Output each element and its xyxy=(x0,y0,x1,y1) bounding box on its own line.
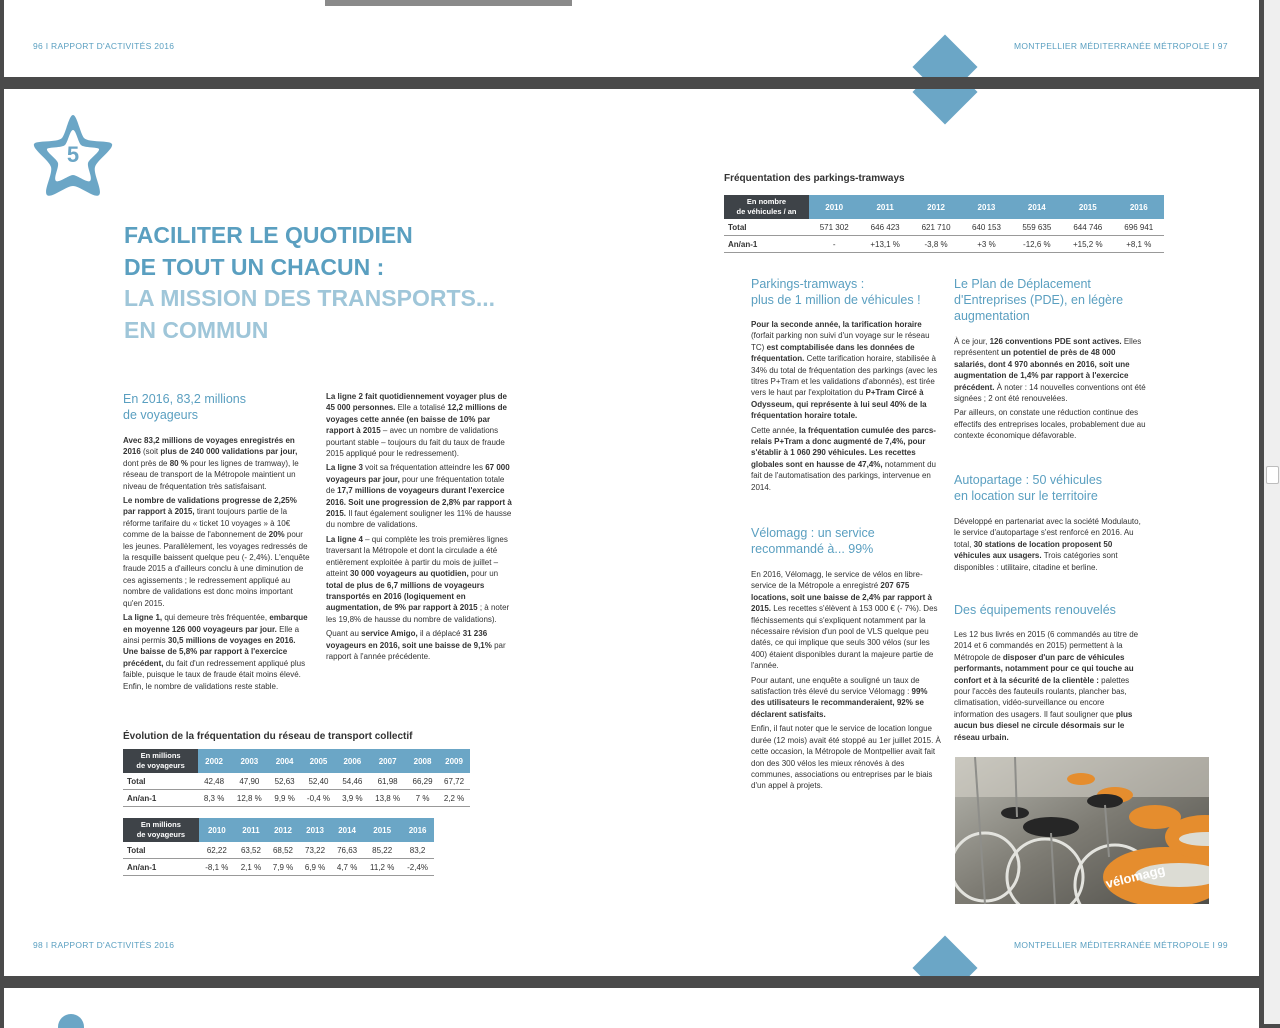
vertical-scrollbar[interactable] xyxy=(1264,0,1280,1024)
bikes-illustration xyxy=(955,757,1209,904)
section-heading-parkings: Parkings-tramways : plus de 1 million de véhicules ! xyxy=(751,277,921,307)
page-title-line4: EN COMMUN xyxy=(124,317,269,343)
table-corner: En nombre de véhicules / an xyxy=(724,195,809,219)
previous-page-right-footer: MONTPELLIER MÉDITERRANÉE MÉTROPOLE I 97 xyxy=(1014,41,1228,51)
body-text-autopartage: Développé en partenariat avec la société Modulauto, le service d'autopartage s'est renforcé en 2016. Au total, 30 stations de location proposent 50 véhicules aux usagers. Trois catégories sont disponibles : utilitaire, citadine et berline. xyxy=(954,517,1141,572)
body-text-pde: À ce jour, 126 conventions PDE sont actives. Elles représentent un potentiel de près de 48 000 salariés, dont 4 970 abonnés en 2016, soit une augmentation de 1,4% par rapport à l'exercice précédent. À noter : 14 nouvelles conventions ont été signées ; 2 ont été renouvelées. Par ailleurs, on constate une réduction continue des effectifs des entreprises locales, probablement due au contexte économique défavorable. xyxy=(954,337,1146,441)
page-footer-left: 98 I RAPPORT D'ACTIVITÉS 2016 xyxy=(33,940,175,950)
previous-page-image xyxy=(325,0,572,6)
body-text-column-1: Avec 83,2 millions de voyages enregistrés en 2016 (soit plus de 240 000 validations par jour, dont près de 80 % pour les lignes de tramway), le réseau de transport de la Métropole maintient un niveau de fréquentation très satisfaisant. Le nombre de validations progresse de 2,25% par rapport à 2015, tirant toujours partie de la réforme tarifaire du « ticket 10 voyages » à 10€ comme de la baisse de l'abonnement de 20% pour les jeunes. Parallèlement, les voyages redressés de la resquille baissent quelque peu (- 2,4%). L'enquête fraude 2015 a d'ailleurs conclu à une diminution de ces agissements ; le redressement appliqué au nombre de validations est donc moins important qu'en 2015. La ligne 1, qui demeure très fréquentée, embarque en moyenne 126 000 voyageurs par jour. Elle a ainsi permis 30,5 millions de voyages en 2016. Une baisse de 5,8% par rapport à l'exercice précédent, du fait d'un redressement appliqué plus faible, puisque le taux de fraude était moins élevé. Enfin, le nombre de validations reste stable. xyxy=(123,436,310,691)
chapter-badge xyxy=(28,111,118,201)
section-heading-autopartage: Autopartage : 50 véhicules en location sur le territoire xyxy=(954,473,1103,503)
table-corner: En millions de voyageurs xyxy=(123,818,199,842)
header-diamond xyxy=(912,89,977,125)
body-text-column-2: La ligne 2 fait quotidiennement voyager plus de 45 000 personnes. Elle a totalisé 12,2 millions de voyages cette année (en baisse de 10% par rapport à 2015 – avec un nombre de validations pourtant stable – toujours du fait du taux de fraude 2015 appliqué pour le redressement). La ligne 3 voit sa fréquentation atteindre les 67 000 voyageurs par jour, pour une fréquentation totale de 17,7 millions de voyageurs durant l'exercice 2016. Soit une progression de 2,8% par rapport à 2015. Il faut également souligner les 11% de hausse du nombre de validations. La ligne 4 – qui complète les trois premières lignes traversant la Métropole et dont la circulade a été entièrement exploitée à partir du mois de juillet – atteint 30 000 voyageurs au quotidien, pour un total de plus de 6,7 millions de voyageurs transportés en 2016 (logiquement en augmentation, de 9% par rapport à 2015 ; à noter les 19,8% de hausse du nombre de validations). Quant au service Amigo, il a déplacé 31 236 voyageurs en 2016, soit une baisse de 9,1% par rapport à l'année précédente. xyxy=(326,392,512,661)
page-title-line1: FACILITER LE QUOTIDIEN xyxy=(124,222,413,248)
chapter-number: 5 xyxy=(66,142,80,167)
section-heading-pde: Le Plan de Déplacement d'Entreprises (PDE), en légère augmentation xyxy=(954,277,1124,323)
section-heading-2016: En 2016, 83,2 millions de voyageurs xyxy=(123,392,246,422)
previous-page-left-footer: 96 I RAPPORT D'ACTIVITÉS 2016 xyxy=(33,41,175,51)
table-row: An/an-1 8,3 % 12,8 % 9,9 % -0,4 % 3,9 % 13,8 % 7 % 2,2 % xyxy=(123,790,470,807)
scrollbar-thumb[interactable] xyxy=(1266,466,1279,484)
body-text-velomagg: En 2016, Vélomagg, le service de vélos en libre-service de la Métropole a enregistré 207 675 locations, soit une baisse de 2,4% par rapport à 2015. Les recettes s'élèvent à 153 000 € (- 7%). Des fléchissements qui s'expliquent notamment par la nécessaire révision d'un pool de VLS quelque peu datés, ce qui implique que seuls 300 vélos (sur les 400) étaient disponibles durant la majeure partie de l'année. Pour autant, une enquête a souligné un taux de satisfaction très élevé du service Vélomagg : 99% des utilisateurs le recommanderaient, 92% se déclarent satisfaits. Enfin, il faut noter que le service de location longue durée (12 mois) avait été stoppé au 1er juillet 2015. À cette occasion, la Métropole de Montpellier avait fait don des 300 vélos les mieux rénovés à des communes, associations ou entreprises par le biais d'un appel à projets. xyxy=(751,570,941,791)
document-page xyxy=(4,89,1259,976)
previous-page-diamond xyxy=(912,34,977,77)
next-page-badge xyxy=(58,1014,84,1028)
table-parkings: En nombre de véhicules / an 2010 2011 2012 2013 2014 2015 2016 Total 571 302 646 423 621 710 640 153 559 635 644 746 696 941 An/an-1 - +13,1 % -3,8 % +3 % -12,6 % +15,2 % +8,1 % xyxy=(724,195,1164,253)
section-heading-equipements: Des équipements renouvelés xyxy=(954,603,1116,617)
table-evolution-2002-2009: En millions de voyageurs 2002 2003 2004 2005 2006 2007 2008 2009 Total 42,48 47,90 52,63 52,40 54,46 61,98 66,29 67,72 An/an-1 8,3 % 12,8 % 9,9 % -0,4 % 3,9 % 13,8 % 7 % 2,2 % xyxy=(123,749,470,807)
table-row: An/an-1 - +13,1 % -3,8 % +3 % -12,6 % +15,2 % +8,1 % xyxy=(724,236,1164,253)
table-parkings-title: Fréquentation des parkings-tramways xyxy=(724,173,905,184)
table-row: An/an-1 -8,1 % 2,1 % 7,9 % 6,9 % 4,7 % 11,2 % -2,4% xyxy=(123,859,434,876)
table-evolution-title: Évolution de la fréquentation du réseau de transport collectif xyxy=(123,731,413,742)
velomagg-bikes-photo xyxy=(955,757,1209,904)
page-title-line3: LA MISSION DES TRANSPORTS... xyxy=(124,285,496,311)
page-footer-right: MONTPELLIER MÉDITERRANÉE MÉTROPOLE I 99 xyxy=(1014,940,1228,950)
table-row: Total 571 302 646 423 621 710 640 153 559 635 644 746 696 941 xyxy=(724,219,1164,236)
page-title-line2: DE TOUT UN CHACUN : xyxy=(124,254,385,280)
table-evolution-2010-2016: En millions de voyageurs 2010 2011 2012 2013 2014 2015 2016 Total 62,22 63,52 68,52 73,22 76,63 85,22 83,2 An/an-1 -8,1 % 2,1 % 7,9 % 6,9 % 4,7 % 11,2 % -2,4% xyxy=(123,818,434,876)
table-corner: En millions de voyageurs xyxy=(123,749,198,773)
table-row: Total 42,48 47,90 52,63 52,40 54,46 61,98 66,29 67,72 xyxy=(123,773,470,790)
body-text-equipements: Les 12 bus livrés en 2015 (6 commandés au titre de 2014 et 6 commandés en 2015) permettent à la Métropole de disposer d'un parc de véhicules performants, notamment pour ce qui touche au confort et à la sécurité de la clientèle : palettes pour l'accès des fauteuils roulants, plancher bas, climatisation, vidéo-surveillance ou encore information des usagers. Il faut souligner que plus aucun bus diesel ne circule désormais sur le réseau urbain. xyxy=(954,630,1139,742)
table-row: Total 62,22 63,52 68,52 73,22 76,63 85,22 83,2 xyxy=(123,842,434,859)
next-page xyxy=(4,988,1259,1028)
body-text-parkings: Pour la seconde année, la tarification horaire (forfait parking non suivi d'un voyage sur le réseau TC) est comptabilisée dans les données de fréquentation. Cette tarification horaire, stabilisée à 34% du total de fréquentation des parkings (avec les titres P+Tram et les validations d'abonnés), est tirée vers le haut par l'exploitation du P+Tram Circé à Odysseum, qui représente à lui seul 40% de la fréquentation horaire totale. Cette année, la fréquentation cumulée des parcs-relais P+Tram a donc augmenté de 7,4%, pour s'établir à 1 060 290 véhicules. Les recettes globales sont en hausse de 47,4%, notamment du fait de l'automatisation des parkings, intervenue en 2014. xyxy=(751,320,938,492)
velomagg-brand-text: vélomagg xyxy=(1104,861,1167,892)
section-heading-velomagg: Vélomagg : un service recommandé à... 99% xyxy=(751,526,875,556)
footer-diamond xyxy=(912,935,977,976)
previous-page xyxy=(4,0,1259,77)
